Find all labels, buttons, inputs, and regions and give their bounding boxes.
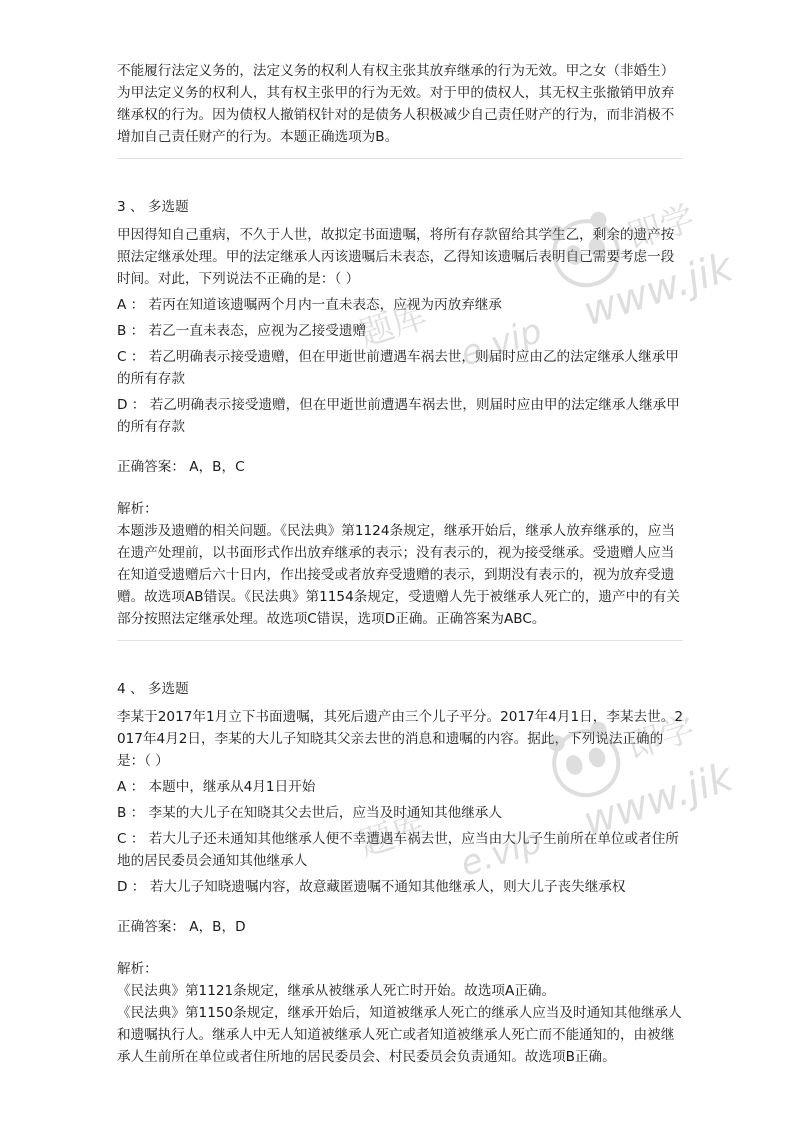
correct-answer: 正确答案： A，B，D [117,919,246,935]
explanation-text: 不能履行法定义务的，法定义务的权利人有权主张其放弃继承的行为无效。甲之女（非婚生）为甲法定义务的权利人，其有权主张甲的行为无效。对于甲的债权人，其无权主张撤销甲放弃继承权的行为。因为债权人撤销权针对的是债务人积极减少自己责任财产的行为，而非消极不增加自己责任财产的行为。本题正确选项为B。 [117,63,675,145]
analysis-label: 解析： [117,961,158,977]
option-c: C ： 若大儿子还未通知其他继承人便不幸遭遇车祸去世，应当由大儿子生前所在单位或者住所地的居民委员会通知其他继承人 [117,831,679,869]
option-a: A ： 若丙在知道该遗嘱两个月内一直未表态，应视为丙放弃继承 [117,297,502,313]
watermark-site-b: e.vip [455,821,547,885]
option-b: B ： 若乙一直未表态，应视为乙接受遗赠 [117,323,367,339]
question-3 [117,196,687,630]
analysis-text: 本题涉及遗赠的相关问题。《民法典》第1124条规定，继承开始后，继承人放弃继承的，应当在遗产处理前，以书面形式作出放弃继承的表示；没有表示的，视为接受继承。受遗赠人应当在知道受遗赠后六十日内，作出接受或者放弃受遗赠的表示，到期没有表示的，视为放弃受遗赠。故选项AB错误。《民法典》第1154条规定，受遗赠人先于被继承人死亡的，遗产中的有关部分按照法定继承处理。故选项C错误，选项D正确。正确答案为ABC。 [117,523,680,627]
watermark-site-a: www.jik [577,244,739,336]
analysis-label: 解析： [117,501,158,517]
watermark-site-a: www.jik [577,754,739,846]
question-header: 4 、 多选题 [117,681,189,697]
analysis-text-line-1: 《民法典》第1121条规定，继承从被继承人死亡时开始。故选项A正确。 [117,983,556,999]
previous-answer-explanation [117,60,687,148]
watermark-brand: 即学 [622,198,700,258]
question-stem: 李某于2017年1月立下书面遗嘱，其死后遗产由三个儿子平分。2017年4月1日，李某去世。2017年4月2日，李某的大儿子知晓其父亲去世的消息和遗嘱的内容。据此，下列说法正确的是：（ ） [117,709,683,769]
section-divider [117,640,683,641]
analysis-text-line-2: 《民法典》第1150条规定，继承开始后，知道被继承人死亡的继承人应当及时通知其他继承人和遗嘱执行人。继承人中无人知道被继承人死亡或者知道被继承人死亡而不能通知的，由被继承人生前所在单位或者住所地的居民委员会、村民委员会负责通知。故选项B正确。 [117,1005,682,1065]
section-divider [117,158,683,159]
question-stem: 甲因得知自己重病，不久于人世，故拟定书面遗嘱，将所有存款留给其学生乙，剩余的遗产按照法定继承处理。甲的法定继承人丙该遗嘱后未表态，乙得知该遗嘱后表明自己需要考虑一段时间。对此，下列说法不正确的是：（ ） [117,227,675,287]
watermark-mark: 题库 [354,805,432,865]
watermark-site-b: e.vip [455,311,547,375]
watermark-mark: 题库 [354,295,432,355]
option-d: D ： 若大儿子知晓遗嘱内容，故意藏匿遗嘱不通知其他继承人，则大儿子丧失继承权 [117,879,626,895]
correct-answer: 正确答案： A，B，C [117,459,245,475]
question-4 [117,678,687,1068]
option-a: A ： 本题中，继承从4月1日开始 [117,779,316,795]
question-header: 3 、 多选题 [117,199,189,215]
option-d: D ： 若乙明确表示接受遗赠，但在甲逝世前遭遇车祸去世，则届时应由甲的法定继承人继承甲的所有存款 [117,397,680,435]
option-b: B ： 李某的大儿子在知晓其父去世后，应当及时通知其他继承人 [117,805,502,821]
option-c: C ： 若乙明确表示接受遗赠，但在甲逝世前遭遇车祸去世，则届时应由乙的法定继承人继承甲的所有存款 [117,349,679,387]
watermark-brand: 即学 [622,708,700,768]
